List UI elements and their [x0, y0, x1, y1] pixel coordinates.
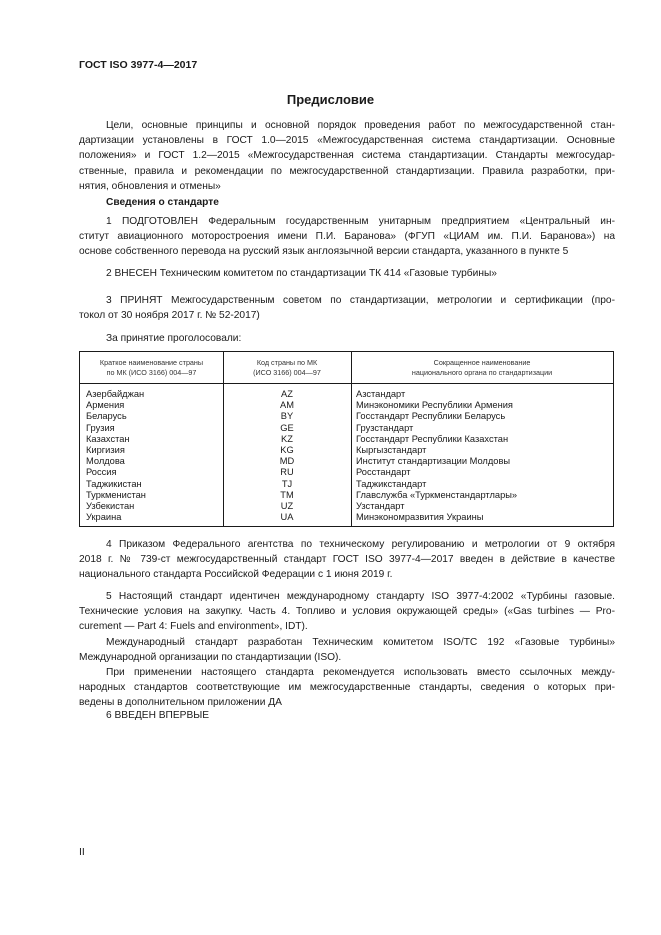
organization-cell: Госстандарт Республики Беларусь	[356, 411, 506, 422]
item-2-paragraph: 2 ВНЕСЕН Техническим комитетом по стандартизации ТК 414 «Газовые турбины»	[106, 268, 497, 279]
header-text: (ИСО 3166) 004—97	[253, 368, 321, 377]
item-5-paragraph	[79, 589, 615, 711]
code-cell: UZ	[280, 500, 294, 511]
code-cell: BY	[280, 411, 294, 422]
country-cell: Украина	[86, 512, 122, 523]
table-row	[80, 434, 613, 445]
organization-cell: Минэкономразвития Украины	[356, 512, 484, 523]
code-cell: TM	[280, 489, 294, 500]
country-cell: Грузия	[86, 422, 115, 433]
intro-line: ственные, правила и рекомендации по межгосударственной стандартизации. Правила разработки, при-	[79, 165, 615, 177]
code-cell: RU	[280, 467, 294, 478]
table-row	[80, 467, 613, 478]
item-5-line: 5 Настоящий стандарт идентичен международному стандарту ISO 3977-4:2002 «Турбины газовые.	[106, 591, 615, 602]
organization-cell: Минэкономики Республики Армения	[356, 400, 513, 411]
organization-cell: Таджикстандарт	[356, 478, 427, 489]
table-header-organization	[351, 352, 613, 384]
code-cell: AZ	[281, 389, 293, 399]
organization-cell: Госстандарт Республики Казахстан	[356, 433, 509, 444]
header-text: Сокращенное наименование	[433, 358, 531, 367]
item-4-line: национального стандарта Российской Федерации с 1 июня 2019 г.	[79, 569, 393, 581]
table-row	[80, 456, 613, 467]
table-header-country	[80, 352, 223, 384]
item-6-paragraph: 6 ВВЕДЕН ВПЕРВЫЕ	[106, 710, 210, 721]
item-3-line: токол от 30 ноября 2017 г. № 52-2017)	[79, 310, 260, 322]
table-header-code	[223, 352, 351, 384]
header-text: по МК (ИСО 3166) 004—97	[106, 368, 197, 377]
intro-line: нятия, обновления и отмены»	[79, 180, 221, 192]
header-text: национального органа по стандартизации	[411, 368, 553, 377]
organization-cell: Узстандарт	[356, 500, 405, 511]
intro-paragraph	[79, 118, 615, 194]
organization-cell: Азстандарт	[356, 389, 406, 399]
country-cell: Азербайджан	[86, 389, 145, 399]
country-cell: Россия	[86, 467, 117, 478]
organization-cell: Главслужба «Туркменстандартлары»	[356, 489, 518, 500]
item-1-line: основе собственного перевода на русский язык англоязычной версии стандарта, указанного в пункте 5	[79, 246, 569, 258]
organization-cell: Кыргызстандарт	[356, 444, 427, 455]
item-4-line: 4 Приказом Федерального агентства по техническому регулированию и метрологии от 9 октября	[106, 539, 615, 550]
country-cell: Беларусь	[86, 411, 127, 422]
item-5-note-line: Международной организации по стандартизации (ISO).	[79, 651, 342, 663]
code-cell: TJ	[281, 478, 293, 489]
country-cell: Таджикистан	[86, 478, 142, 489]
table-row	[80, 445, 613, 456]
table-row	[80, 501, 613, 512]
item-5-line: curement — Part 4: Fuels and environment», IDT).	[79, 621, 308, 633]
organization-cell: Росстандарт	[356, 467, 411, 478]
table-header-row	[80, 352, 613, 384]
document-header: ГОСТ ISO 3977-4—2017	[79, 59, 198, 71]
organization-cell: Грузстандарт	[356, 422, 414, 433]
code-cell: UA	[280, 512, 294, 523]
code-cell: KZ	[281, 433, 293, 444]
item-5-note-line: Международный стандарт разработан Техническим комитетом ISO/TC 192 «Газовые турбины»	[106, 636, 615, 648]
code-cell: AM	[280, 400, 294, 411]
page-number: II	[79, 846, 85, 858]
code-cell: GE	[280, 422, 294, 433]
section-title: Сведения о стандарте	[106, 197, 219, 208]
table-row	[80, 423, 613, 434]
intro-line: Цели, основные принципы и основной порядок проведения работ по межгосударственной стан-	[106, 120, 615, 131]
table-body	[80, 389, 613, 523]
item-1-line: 1 ПОДГОТОВЛЕН Федеральным государственным унитарным предприятием «Центральный ин-	[106, 216, 615, 227]
country-cell: Киргизия	[86, 444, 125, 455]
country-cell: Молдова	[86, 456, 125, 467]
item-5-note-line: ведены в дополнительном приложении ДА	[79, 697, 282, 709]
page-title: Предисловие	[286, 92, 375, 107]
item-5-note-line: При применении настоящего стандарта рекомендуется использовать вместо ссылочных между-	[106, 667, 615, 679]
item-3-paragraph	[79, 293, 615, 323]
intro-line: положения» и ГОСТ 1.2—2015 «Межгосударственная система стандартизации. Стандарты межгосудар-	[79, 150, 615, 162]
country-cell: Казахстан	[86, 433, 130, 444]
organization-cell: Институт стандартизации Молдовы	[356, 456, 511, 467]
table-row	[80, 411, 613, 422]
table-row	[80, 490, 613, 501]
voting-table	[79, 351, 614, 527]
item-5-line: Технические условия на закупку. Часть 4. Топливо и условия окружающей среды» («Gas turbines — Pro-	[79, 606, 615, 618]
table-row	[80, 479, 613, 490]
country-cell: Туркменистан	[86, 489, 146, 500]
item-3-line: 3 ПРИНЯТ Межгосударственным советом по стандартизации, метрологии и сертификации (про-	[106, 295, 615, 306]
vote-label: За принятие проголосовали:	[106, 333, 242, 344]
header-text: Код страны по МК	[256, 358, 318, 367]
country-cell: Узбекистан	[86, 500, 135, 511]
intro-line: дартизации установлены в ГОСТ 1.0—2015 «Межгосударственная система стандартизации. Основные	[79, 135, 615, 147]
item-1-line: ститут авиационного моторостроения имени П.И. Баранова» (ФГУП «ЦИАМ им. П.И. Баранова») на	[79, 231, 615, 243]
code-cell: MD	[279, 456, 295, 467]
item-4-paragraph	[79, 537, 615, 583]
table-row	[80, 389, 613, 400]
header-text: Краткое наименование страны	[99, 358, 204, 367]
country-cell: Армения	[86, 400, 125, 411]
item-5-note-line: народных стандартов соответствующие им межгосударственные стандарты, сведения о которых при-	[79, 682, 615, 694]
table-row	[80, 512, 613, 523]
item-1-paragraph	[79, 214, 615, 260]
item-4-line: 2018 г. № 739-ст межгосударственный стандарт ГОСТ ISO 3977-4—2017 введен в действие в качестве	[79, 554, 615, 566]
table-row	[80, 400, 613, 411]
code-cell: KG	[280, 444, 294, 455]
